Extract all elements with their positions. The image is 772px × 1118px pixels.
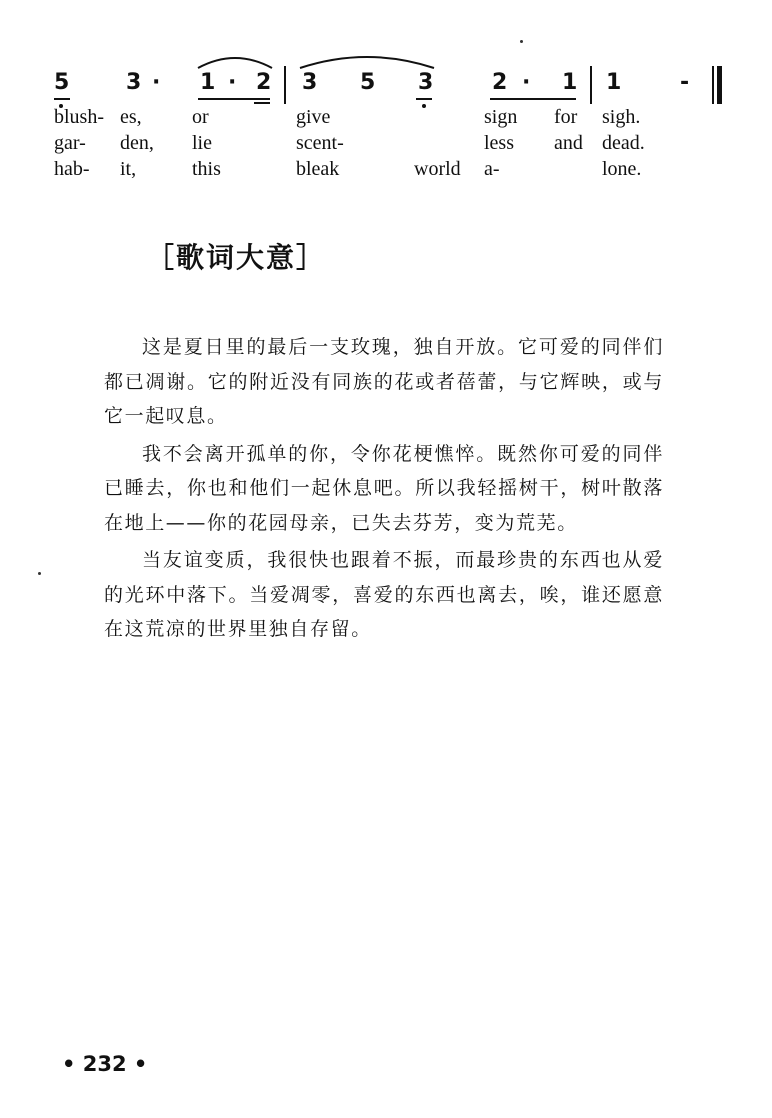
note: 1 (562, 70, 578, 95)
lyric-line (0, 158, 772, 182)
lyric-syllable: lie (192, 132, 212, 154)
lyric-syllable: hab- (54, 158, 90, 180)
note: 3 (126, 70, 142, 95)
beam-underline (54, 98, 70, 100)
note: 5 (360, 70, 376, 95)
lyric-syllable: bleak (296, 158, 340, 180)
paragraph: 我不会离开孤单的你，令你花梗憔悴。既然你可爱的同伴已睡去，你也和他们一起休息吧。所以我轻摇树干，树叶散落在地上——你的花园母亲，已失去芬芳，变为荒芜。 (104, 442, 664, 534)
note: - (680, 70, 690, 95)
lyric-line (0, 132, 772, 156)
lyric-syllable: less (484, 132, 514, 154)
lyric-syllable: this (192, 158, 221, 180)
paragraph: 当友谊变质，我很快也跟着不振，而最珍贵的东西也从爱的光环中落下。当爱凋零，喜爱的东西也离去，唉，谁还愿意在这荒凉的世界里独自存留。 (104, 549, 664, 640)
lyric-syllable: world (414, 158, 461, 180)
music-score (0, 40, 772, 190)
note: · (522, 70, 531, 95)
lyric-syllable: scent- (296, 132, 344, 154)
tie-arc (298, 50, 436, 70)
lyric-syllable: and (554, 132, 583, 154)
note: 5 (54, 70, 70, 95)
note: 1 (606, 70, 622, 95)
lyric-syllable: sigh. (602, 106, 641, 128)
beam-underline (254, 102, 270, 104)
lyric-syllable: es, (120, 106, 142, 128)
final-barline (717, 66, 722, 104)
lyric-syllable: for (554, 106, 578, 128)
lyric-syllable: give (296, 106, 331, 128)
note: 3 (418, 70, 434, 95)
lyric-syllable: lone. (602, 158, 642, 180)
barline (284, 66, 286, 104)
note: · (228, 70, 237, 95)
lyric-syllable: sign (484, 106, 518, 128)
note: · (152, 70, 161, 95)
lyrics-translation (104, 330, 664, 650)
page-number: • 232 • (62, 1052, 148, 1076)
note: 1 (200, 70, 216, 95)
beam-underline (490, 98, 576, 100)
note: 2 (492, 70, 508, 95)
section-heading: ［歌词大意］ (146, 241, 327, 274)
scan-speck (520, 40, 523, 43)
lyric-syllable: blush- (54, 106, 104, 128)
note: 3 (302, 70, 318, 95)
lyric-syllable: den, (120, 132, 154, 154)
note: 2 (256, 70, 272, 95)
beam-underline (198, 98, 270, 100)
lyric-syllable: dead. (602, 132, 645, 154)
lyric-syllable: or (192, 106, 209, 128)
lyric-syllable: it, (120, 158, 137, 180)
lyric-syllable: gar- (54, 132, 86, 154)
final-barline (712, 66, 714, 104)
lyric-line (0, 106, 772, 130)
barline (590, 66, 592, 104)
tie-arc (196, 52, 274, 70)
paragraph: 这是夏日里的最后一支玫瑰，独自开放。它可爱的同伴们都已凋谢。它的附近没有同族的花或者蓓蕾，与它辉映，或与它一起叹息。 (104, 336, 664, 427)
scan-speck (38, 572, 41, 575)
beam-underline (416, 98, 432, 100)
lyric-syllable: a- (484, 158, 500, 180)
